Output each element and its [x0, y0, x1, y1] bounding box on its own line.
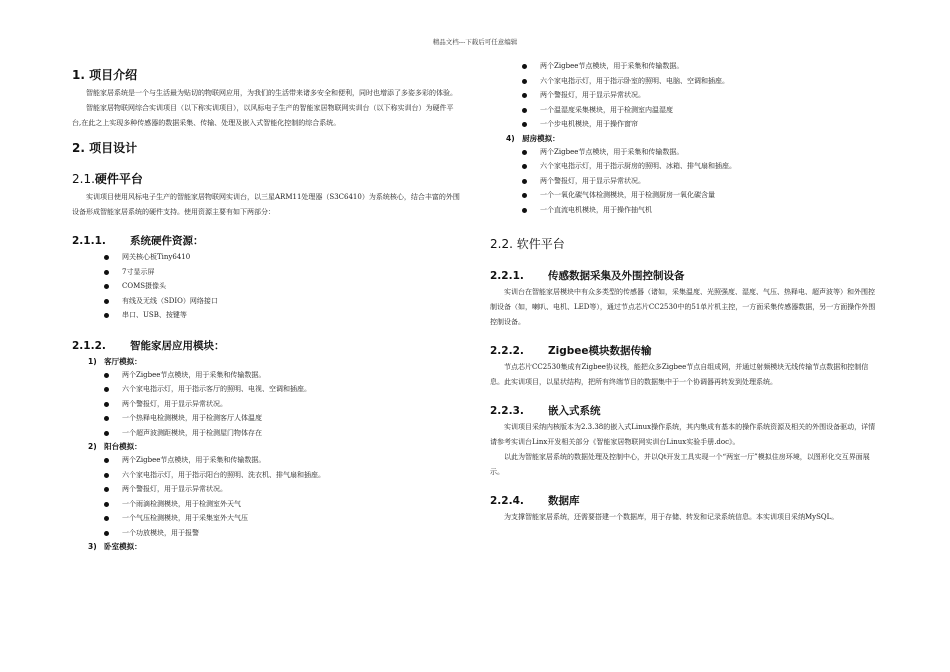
bullet-icon [104, 487, 109, 492]
bullet-icon [104, 431, 109, 436]
list-item: 两个Zigbee节点模块，用于采集和传输数据。 [522, 145, 880, 160]
section-2-2-title: 2.2. 软件平台 [490, 237, 565, 251]
section-2-1-number: 2.1. [72, 172, 95, 186]
section-2-1-heading [72, 171, 460, 187]
balcony-list [72, 453, 460, 540]
section-2-2-2-paragraph: 节点芯片CC2530集成有Zigbee协议栈，能把众多Zigbee节点自组成网，并通过射频模块无线传输节点数据和控制信息。此实训项目，以星状结构，把所有终端节目的数据集中于一个协调器再转发到处理系统。 [490, 363, 869, 386]
bullet-icon [104, 299, 109, 304]
section-2-2-2-heading [490, 344, 880, 358]
bullet-icon [104, 473, 109, 478]
left-column [72, 62, 460, 553]
bullet-icon [522, 108, 527, 113]
bedroom-heading: 3) 卧室模拟： [88, 542, 142, 551]
list-item: 一个气压检测模块，用于采集室外大气压 [104, 511, 460, 526]
bullet-icon [522, 122, 527, 127]
list-item: 一个雨滴检测模块，用于检测室外天气 [104, 497, 460, 512]
bullet-icon [522, 208, 527, 213]
list-item: 一个一氧化碳气体检测模块，用于检测厨房一氧化碳含量 [522, 188, 880, 203]
section-2-1-1-title: 系统硬件资源： [130, 235, 204, 247]
section-2-1-1-heading [72, 234, 460, 248]
bullet-icon [104, 458, 109, 463]
bullet-icon [104, 255, 109, 260]
bullet-icon [104, 402, 109, 407]
section-1-paragraph-2: 智能家居物联网综合实训项目（以下称实训项目），以风标电子生产的智能家居物联网实训台（以下称实训台）为硬件平台,在此之上实现多种传感器的数据采集、传输、处理及嵌入式智能化控制的综合系统。 [72, 104, 454, 127]
section-2-1-1-number: 2.1.1. [72, 235, 106, 247]
list-item: 一个步电机模块，用于操作窗帘 [522, 117, 880, 132]
section-2-2-3-heading [490, 404, 880, 418]
bullet-icon [522, 150, 527, 155]
list-item: 一个功放模块，用于报警 [104, 526, 460, 541]
list-item: 一个超声波测距模块，用于检测屋门物体存在 [104, 426, 460, 441]
list-item: 六个家电指示灯，用于指示客厅的照明、电视、空调和插座。 [104, 382, 460, 397]
living-room-list [72, 368, 460, 441]
section-1-paragraph-1: 智能家居系统是一个与生活最为贴切的物联网应用，为我们的生活带来诸多安全和便利，同时也增添了多姿多彩的体验。 [86, 89, 457, 97]
list-item: 两个Zigbee节点模块，用于采集和传输数据。 [522, 59, 880, 74]
section-1-title: 1. 项目介绍 [72, 68, 138, 82]
list-item: 一个温湿度采集模块，用于检测室内温湿度 [522, 103, 880, 118]
section-2-2-3-number: 2.2.3. [490, 405, 524, 417]
list-item: 两个Zigbee节点模块，用于采集和传输数据。 [104, 368, 460, 383]
bullet-icon [104, 270, 109, 275]
list-item: 一个热释电检测模块，用于检测客厅人体温度 [104, 411, 460, 426]
section-2-1-2-heading [72, 339, 460, 353]
bullet-icon [522, 179, 527, 184]
section-2-1-2-number: 2.1.2. [72, 339, 106, 352]
section-2-2-3-paragraph-2: 以此为智能家居系统的数据处理及控制中心，并以Qt开发工具实现一个“两室一厅”模拟住房环境，以图形化交互界面展示。 [490, 453, 870, 476]
section-2-1-title: 硬件平台 [94, 172, 143, 186]
section-2-2-3-title: 嵌入式系统 [548, 405, 601, 417]
living-room-heading: 1) 客厅模拟： [88, 356, 142, 366]
list-item: 两个警报灯，用于显示异常状况。 [104, 397, 460, 412]
section-2-title: 2. 项目设计 [72, 141, 138, 155]
page-header: 精品文档---下载后可任意编辑 [432, 38, 518, 46]
section-2-1-2-title: 智能家居应用模块： [130, 339, 225, 352]
list-item: 两个警报灯，用于显示异常状况。 [104, 482, 460, 497]
bullet-icon [522, 193, 527, 198]
section-2-2-4-paragraph: 为支撑智能家居系统，还需要搭建一个数据库，用于存储、转发和记录系统信息。本实训项目采纳MySQL。 [504, 513, 839, 521]
list-item: COMS摄像头 [104, 279, 460, 294]
bullet-icon [104, 531, 109, 536]
kitchen-heading: 4) 厨房模拟： [506, 133, 560, 143]
section-2-2-heading [490, 236, 880, 252]
balcony-heading: 2) 阳台模拟： [88, 442, 142, 451]
list-item: 有线及无线（SDIO）网络接口 [104, 294, 460, 309]
list-item: 两个Zigbee节点模块，用于采集和传输数据。 [104, 453, 460, 468]
bedroom-list [490, 59, 880, 132]
list-item: 一个直流电机模块，用于操作抽气机 [522, 203, 880, 218]
section-2-2-1-paragraph: 实训台在智能家居模块中有众多类型的传感器（诸如，采集温度、光照强度、湿度、气压、热释电、超声波等）和外围控制设备（如，喇叭、电机、LED等），通过节点芯片CC2530中的51单片机主控，一方面采集传感器数据，另一方面操作外围控制设备。 [490, 288, 876, 326]
hardware-list [72, 250, 460, 323]
list-item: 网关核心板Tiny6410 [104, 250, 460, 265]
list-item: 7寸显示屏 [104, 265, 460, 280]
bullet-icon [104, 387, 109, 392]
bullet-icon [522, 93, 527, 98]
bullet-icon [104, 284, 109, 289]
bullet-icon [522, 164, 527, 169]
section-2-2-2-title: Zigbee模块数据传输 [548, 345, 652, 357]
bullet-icon [522, 79, 527, 84]
bullet-icon [104, 313, 109, 318]
section-2-2-1-number: 2.2.1. [490, 270, 524, 282]
list-item: 六个家电指示灯，用于指示阳台的照明、洗衣机、排气扇和插座。 [104, 468, 460, 483]
kitchen-list [490, 145, 880, 218]
list-item: 两个警报灯，用于显示异常状况。 [522, 88, 880, 103]
section-2-2-2-number: 2.2.2. [490, 345, 524, 357]
section-2-2-1-title: 传感数据采集及外围控制设备 [548, 270, 685, 282]
right-column [490, 62, 880, 525]
bullet-icon [104, 516, 109, 521]
list-item: 串口、USB、按键等 [104, 308, 460, 323]
section-2-2-1-heading [490, 269, 880, 283]
section-2-2-4-heading [490, 494, 880, 508]
list-item: 六个家电指示灯，用于指示卧室的照明、电脑、空调和插座。 [522, 74, 880, 89]
section-2-2-3-paragraph-1: 实训项目采纳内核版本为2.3.38的嵌入式Linux操作系统，其内集成有基本的操作系统资源及相关的外围设备驱动，详情请参考实训台Linx开发相关部分《智能家居物联网实训台Linux实验手册.doc》。 [490, 423, 876, 446]
bullet-icon [104, 416, 109, 421]
list-item: 两个警报灯，用于显示异常状况。 [522, 174, 880, 189]
bullet-icon [522, 64, 527, 69]
section-2-2-4-title: 数据库 [548, 495, 580, 507]
list-item: 六个家电指示灯，用于指示厨房的照明、冰箱、排气扇和插座。 [522, 159, 880, 174]
bullet-icon [104, 373, 109, 378]
section-2-2-4-number: 2.2.4. [490, 495, 524, 507]
section-2-1-paragraph: 实训项目使用风标电子生产的智能家居物联网实训台，以三星ARM11处理器（S3C6410）为系统核心，结合丰富的外围设备形成智能家居系统的硬件支持。使用资源主要有如下两部分： [72, 193, 460, 216]
bullet-icon [104, 502, 109, 507]
